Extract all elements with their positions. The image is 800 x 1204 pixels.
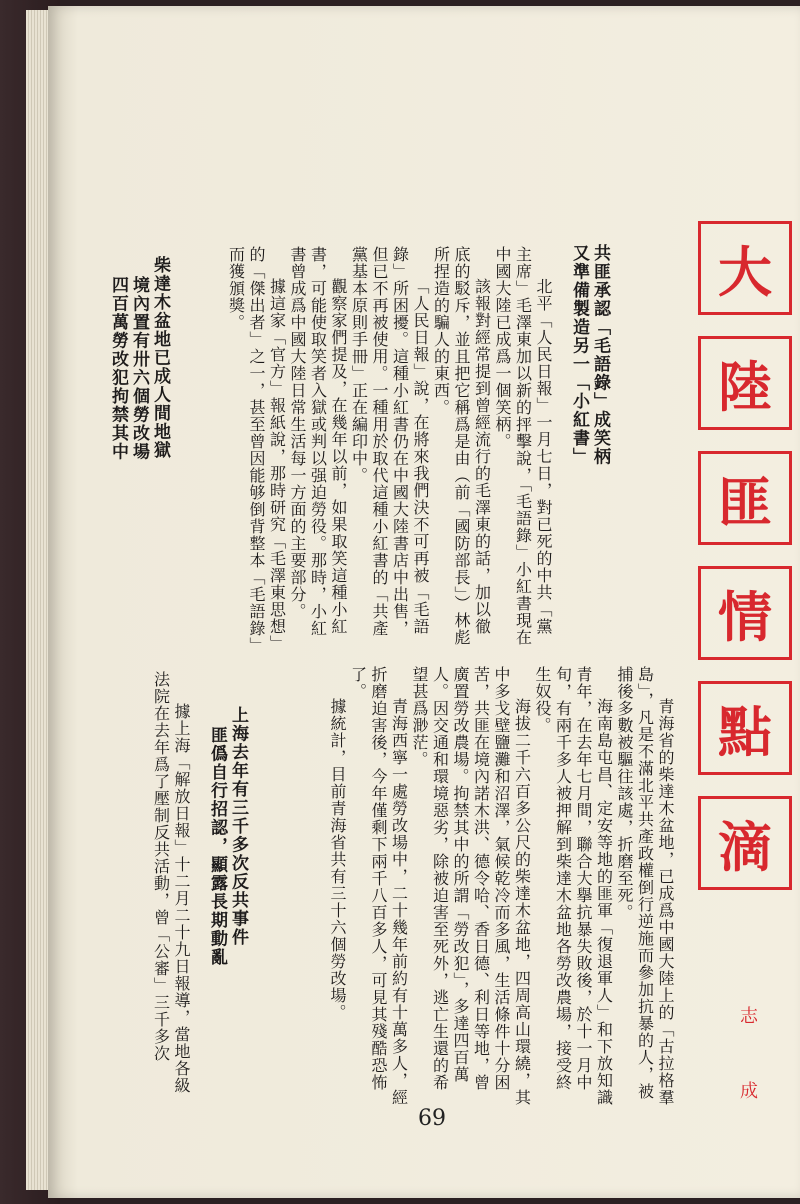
headline-line: 上海去年有三千多次反共事件 — [228, 706, 248, 947]
title-char: 滴 — [718, 815, 772, 879]
paragraph: 青海西寧一處勞改場中，二十幾年前約有十萬多人，經折磨迫害後，今年僅剩下兩千八百多人，可見其殘酷恐怖了。 — [348, 666, 409, 1106]
headline-line: 共匪承認「毛語錄」成笑柄 — [590, 244, 610, 466]
paragraph: 據上海「解放日報」十二月二十九日報導，當地各級法院在去年爲了壓制反共活動，曾「公審」三千多次 — [151, 671, 191, 1094]
headline-line: 又準備製造另一「小紅書」 — [569, 244, 589, 466]
paragraph: 海南島屯昌、定安等地的匪軍「復退軍人」和下放知識青年，在去年七月間，聯合大擧抗暴失敗後，於十一月中旬，有兩千多人被押解到柴達木盆地各勞改農場，接受終生奴役。 — [533, 666, 614, 1106]
title-char: 大 — [718, 240, 772, 304]
article1-headline — [560, 244, 610, 664]
paragraph: 「人民日報」說，在將來我們決不可再被「毛語錄」所困擾。這種小紅書仍在中國大陸書店中出售，但已不再被使用。一種用於取代這種小紅書的「共產黨基本原則手冊」正在編印中。 — [349, 246, 430, 637]
paragraph: 據這家「官方」報紙說，那時研究「毛澤東思想」的「傑出者」之一，甚至曾因能够倒背整本「毛語錄」而獲頒獎。 — [226, 246, 287, 646]
title-char-box — [698, 566, 792, 660]
page-number: 69 — [418, 1106, 446, 1131]
headline-line: 境內置有卅六個勞改場 — [129, 276, 149, 461]
paragraph: 該報對經常提到曾經流行的毛澤東的話，加以徹底的駁斥，並且把它稱爲是由（前「國防部長」）林彪所捏造的騙人的東西。 — [431, 246, 492, 646]
title-char: 陸 — [718, 355, 772, 419]
title-char: 點 — [718, 700, 772, 764]
paragraph: 據統計，目前青海省共有三十六個勞改場。 — [328, 698, 347, 1021]
article2-body — [280, 666, 675, 1106]
author: 志 成 — [737, 1006, 758, 1117]
title-char-box — [698, 451, 792, 545]
title-char: 情 — [718, 585, 772, 649]
title-char: 匪 — [718, 470, 772, 534]
article1-body — [198, 246, 553, 646]
headline-line: 柴達木盆地已成人間地獄 — [150, 256, 170, 460]
article3-headline — [198, 706, 248, 1106]
article3-body — [106, 671, 191, 1106]
headline-line: 四百萬勞改犯拘禁其中 — [108, 276, 128, 461]
title-char-box — [698, 681, 792, 775]
paragraph: 海拔二千六百多公尺的柴達木盆地，四周高山環繞，其中多戈壁鹽灘和沼澤，氣候乾冷而多風，生活條件十分困苦，共匪在境內諾木洪、德令哈、香日德、利日等地，曾廣置勞改農場。拘禁其中的所謂「勞改犯」，多達四百萬人。因交通和環境惡劣，除被迫害至死外，逃亡生還的希望甚爲渺茫。 — [410, 666, 532, 1106]
title-char-box — [698, 221, 792, 315]
paragraph: 北平「人民日報」一月七日，對已死的中共「黨主席」毛澤東加以新的抨擊說，「毛語錄」小紅書現在中國大陸已成爲一個笑柄。 — [493, 246, 553, 646]
headline-line: 匪僞自行招認，顯露長期動亂 — [207, 726, 227, 967]
paragraph: 觀察家們提及，在幾年以前，如果取笑這種小紅書，可能使取笑者入獄或判以强迫勞役。那時，小紅書曾成爲中國大陸日常生活每一方面的主要部分。 — [288, 246, 348, 637]
title-char-box — [698, 336, 792, 430]
article2-headline — [100, 256, 170, 586]
title-char-box — [698, 796, 792, 890]
paragraph: 青海省的柴達木盆地，已成爲中國大陸上的「古拉格羣島」，凡是不滿北平共產政權倒行逆施而參加抗暴的人，被捕後多數被驅往該處，折磨至死。 — [615, 666, 675, 1106]
book-page — [48, 6, 800, 1198]
